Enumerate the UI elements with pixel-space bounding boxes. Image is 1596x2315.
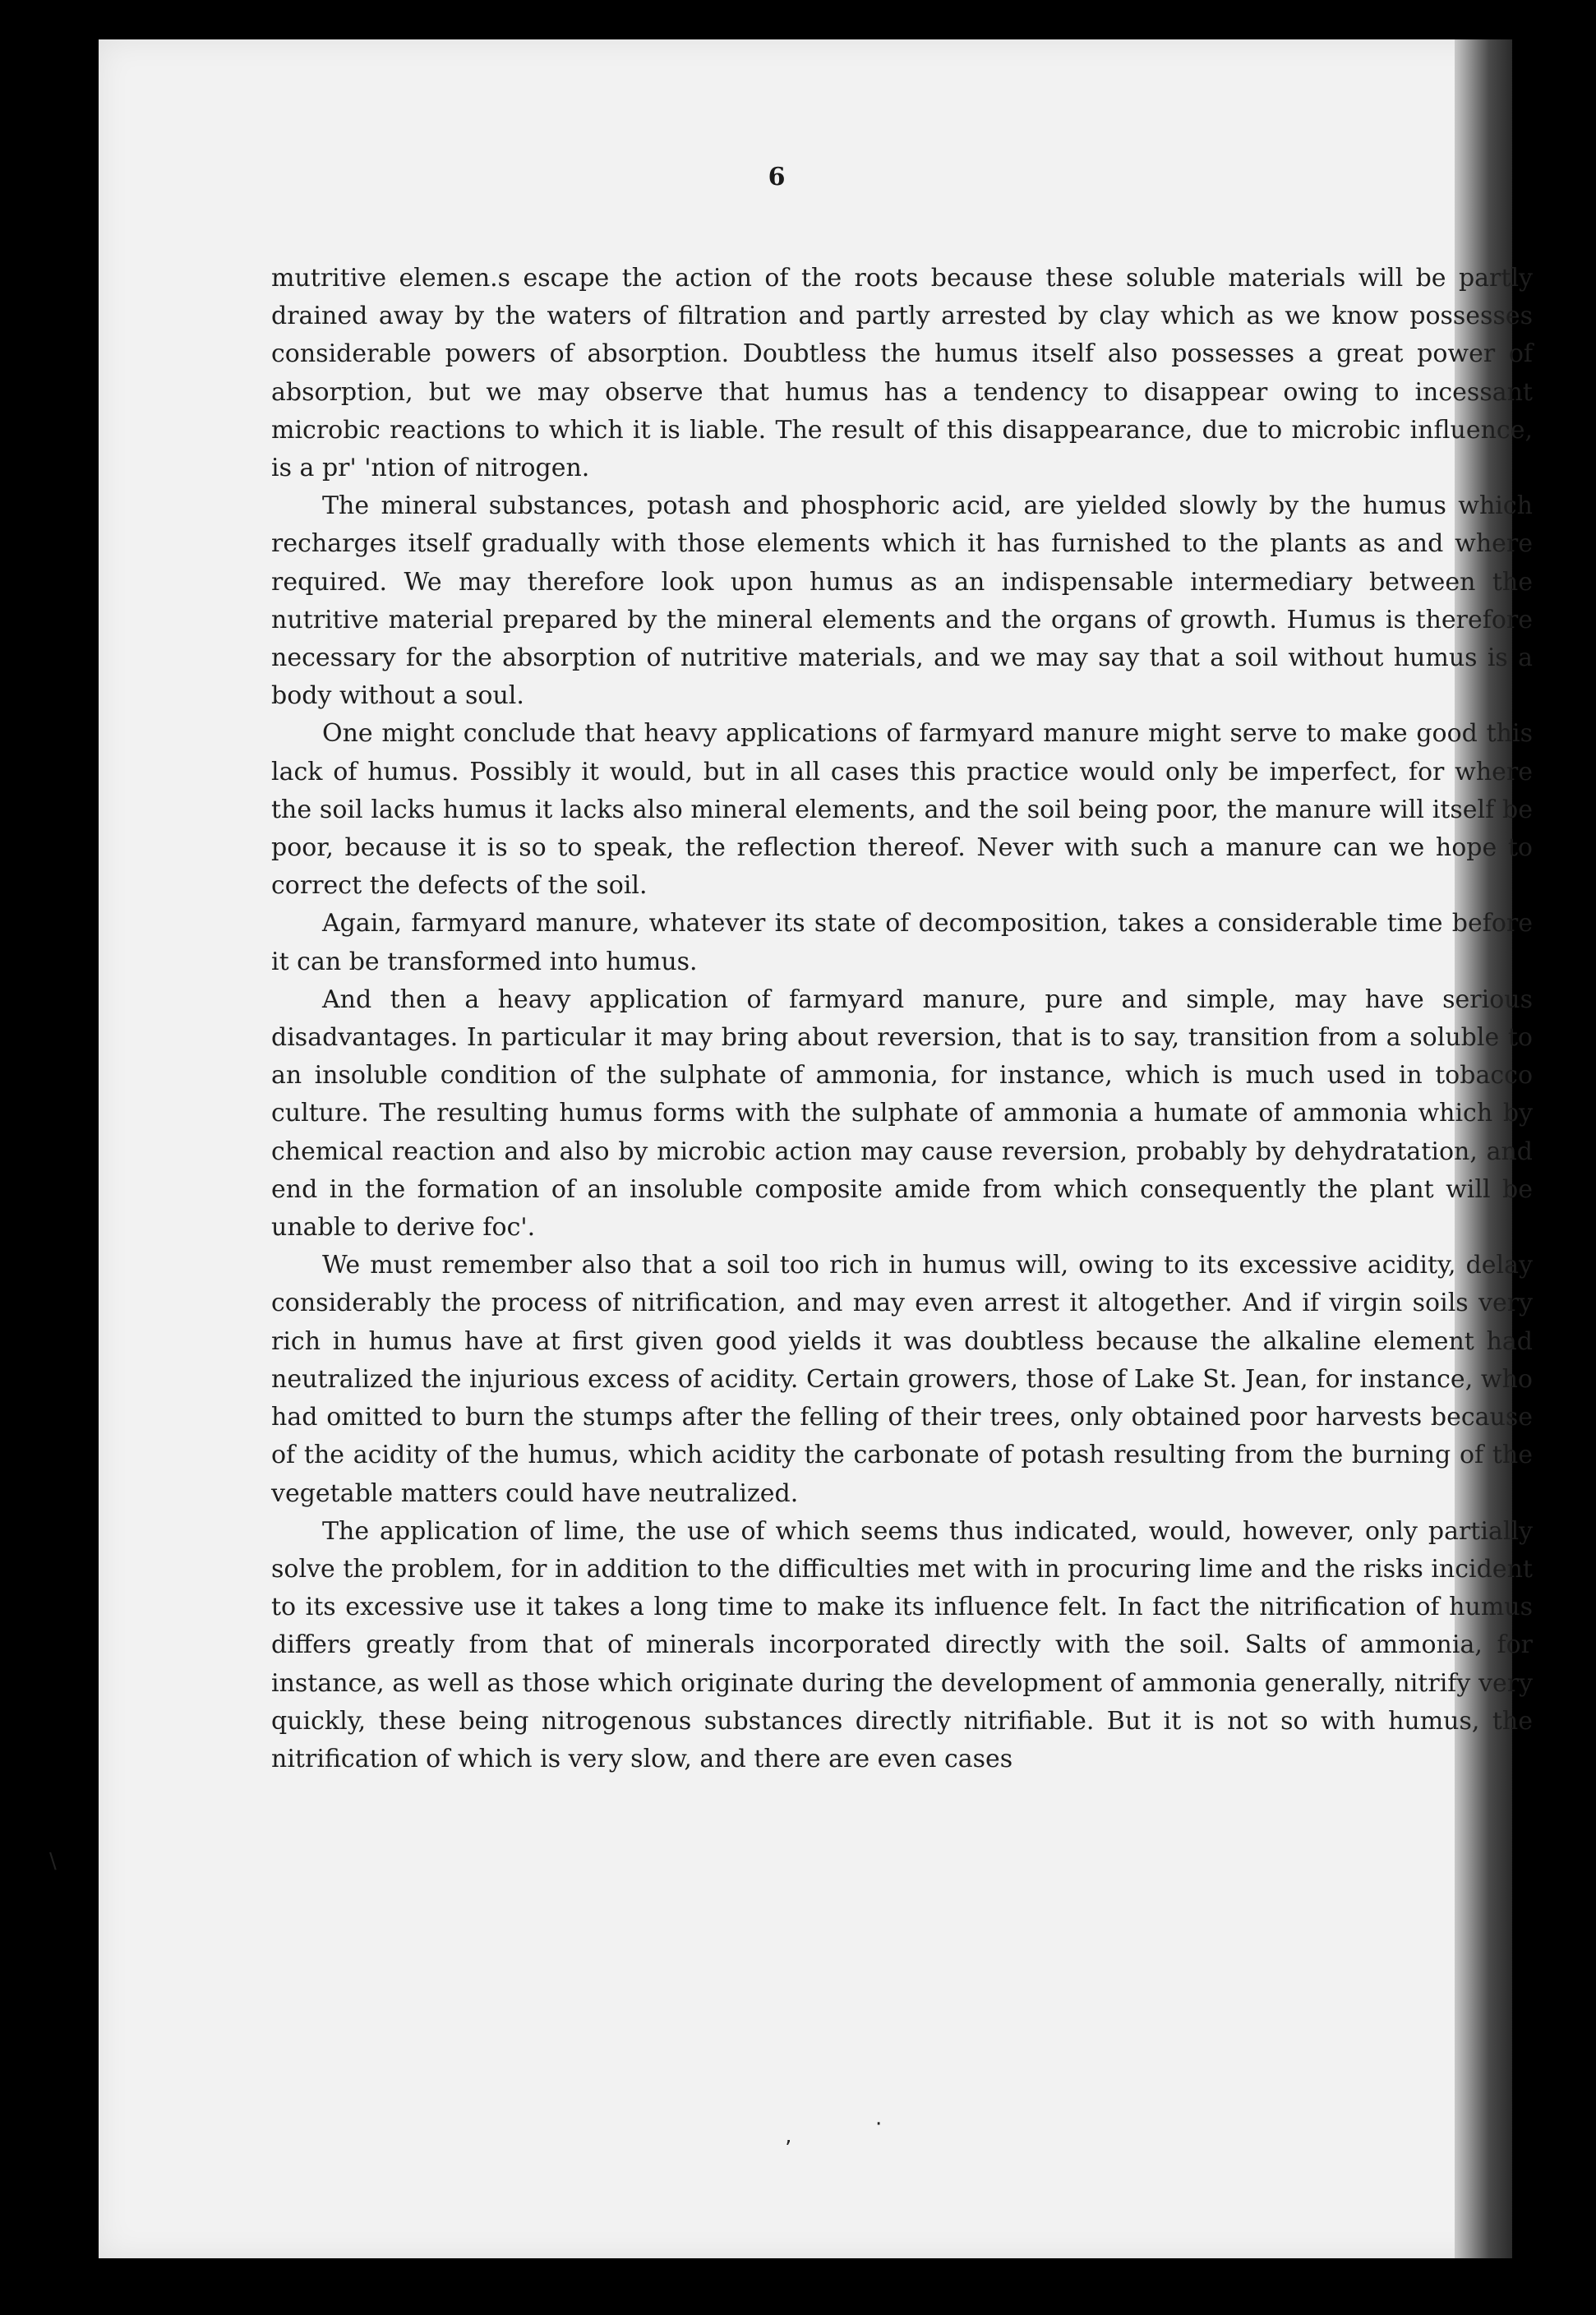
page-number: 6 [768, 163, 786, 191]
paragraph-5: And then a heavy application of farmyard manure, pure and simple, may have serious disadvantages. In particular it may bring about reversion, that is to say, transition from a soluble to an insoluble condition of the sulphate of ammonia, for instance, which is much used in tobacco culture. The resulting humus forms with the sulphate of ammonia a humate of ammonia which by chemical reaction and also by microbic action may cause reversion, probably by dehydratation, and end in the formation of an insoluble composite amide from which consequently the plant will be unable to derive foc'. [271, 985, 1533, 1243]
paragraph-1: mutritive elemen.s escape the action of the roots because these soluble materials will be partly drained away by the waters of filtration and partly arrested by clay which as we know possesses considerable powers of absorption. Doubtless the humus itself also possesses a great power of absorption, but we may observe that humus has a tendency to disappear owing to incessant microbic reactions to which it is liable. The result of this disappearance, due to microbic influence, is a pr' 'ntion of nitrogen. [271, 264, 1533, 483]
margin-mark-left: \ [49, 1849, 57, 1874]
paragraph-6: We must remember also that a soil too rich in humus will, owing to its excessive acidity, delay considerably the process of nitrification, and may even arrest it altogether. And if virgin soils very rich in humus have at first given good yields it was doubtless because the alkaline element had neutralized the injurious excess of acidity. Certain growers, those of Lake St. Jean, for instance, who had omitted to burn the stumps after the felling of their trees, only obtained poor harvests because of the acidity of the humus, which acidity the carbonate of potash resulting from the burning of the vegetable matters could have neutralized. [271, 1251, 1533, 1508]
paragraph-4: Again, farmyard manure, whatever its state of decomposition, takes a considerable time before it can be transformed into humus. [271, 909, 1533, 976]
margin-mark-bottom-dot: · [875, 2112, 883, 2137]
scanned-page [99, 39, 1533, 2258]
body-text [271, 260, 1533, 1778]
paragraph-3: One might conclude that heavy applications of farmyard manure might serve to make good this lack of humus. Possibly it would, but in all cases this practice would only be imperfect, for where the soil lacks humus it lacks also mineral elements, and the soil being poor, the manure will itself be poor, because it is so to speak, the reflection thereof. Never with such a manure can we hope to correct the defects of the soil. [271, 719, 1533, 901]
margin-mark-bottom: ’ [785, 2137, 792, 2161]
paragraph-7: The application of lime, the use of which seems thus indicated, would, however, only partially solve the problem, for in addition to the difficulties met with in procuring lime and the risks incident to its excessive use it takes a long time to make its influence felt. In fact the nitrification of humus differs greatly from that of minerals incorporated directly with the soil. Salts of ammonia, for instance, as well as those which originate during the development of ammonia generally, nitrify very quickly, these being nitrogenous substances directly nitrifiable. But it is not so with humus, the nitrification of which is very slow, and there are even cases [271, 1516, 1533, 1773]
paragraph-2: The mineral substances, potash and phosphoric acid, are yielded slowly by the humus which recharges itself gradually with those elements which it has furnished to the plants as and where required. We may therefore look upon humus as an indispensable intermediary between the nutritive material prepared by the mineral elements and the organs of growth. Humus is therefore necessary for the absorption of nutritive materials, and we may say that a soil without humus is a body without a soul. [271, 491, 1533, 711]
